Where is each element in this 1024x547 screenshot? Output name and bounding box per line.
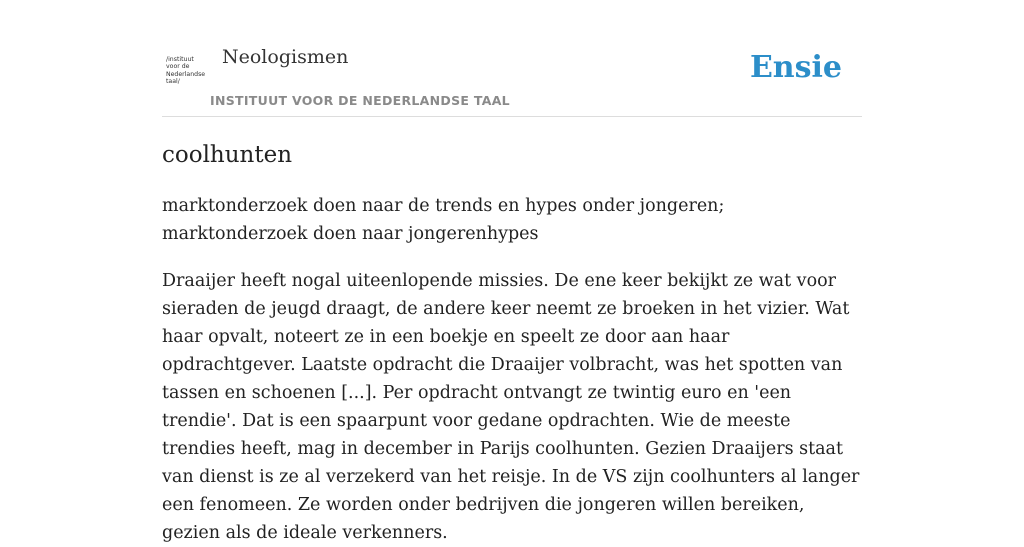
logo-line: voor de	[166, 63, 190, 71]
site-header	[162, 0, 862, 117]
institute-name: INSTITUUT VOOR DE NEDERLANDSE TAAL	[210, 93, 510, 108]
ivdnt-logo[interactable]	[166, 56, 208, 92]
logo-line: /instituut	[166, 56, 194, 63]
site-title-link[interactable]: Neologismen	[222, 46, 349, 68]
entry-definition: marktonderzoek doen naar de trends en hypes onder jongeren; marktonderzoek doen naar jongerenhypes	[162, 196, 725, 244]
logo-line: taal/	[166, 78, 180, 86]
content-column	[162, 0, 862, 543]
entry-word: coolhunten	[162, 142, 293, 168]
entry-quote: Draaijer heeft nogal uiteenlopende missies. De ene keer bekijkt ze wat voor sieraden de jeugd draagt, de andere keer neemt ze broeken in het vizier. Wat haar opvalt, noteert ze in een boekje en speelt ze door aan haar opdrachtgever. Laatste opdracht die Draaijer volbracht, was het spotten van tassen en schoenen [...]. Per opdracht ontvangt ze twintig euro en 'een trendie'. Dat is een spaarpunt voor gedane opdrachten. Wie de meeste trendies heeft, mag in december in Parijs coolhunten. Gezien Draaijers staat van dienst is ze al verzekerd van het reisje. In de VS zijn coolhunters al langer een fenomeen. Ze worden onder bedrijven die jongeren willen bereiken, gezien als de ideale verkenners.	[162, 271, 860, 543]
logo-line: Nederlandse	[166, 70, 206, 78]
ensie-logo-link[interactable]: Ensie	[749, 50, 842, 85]
